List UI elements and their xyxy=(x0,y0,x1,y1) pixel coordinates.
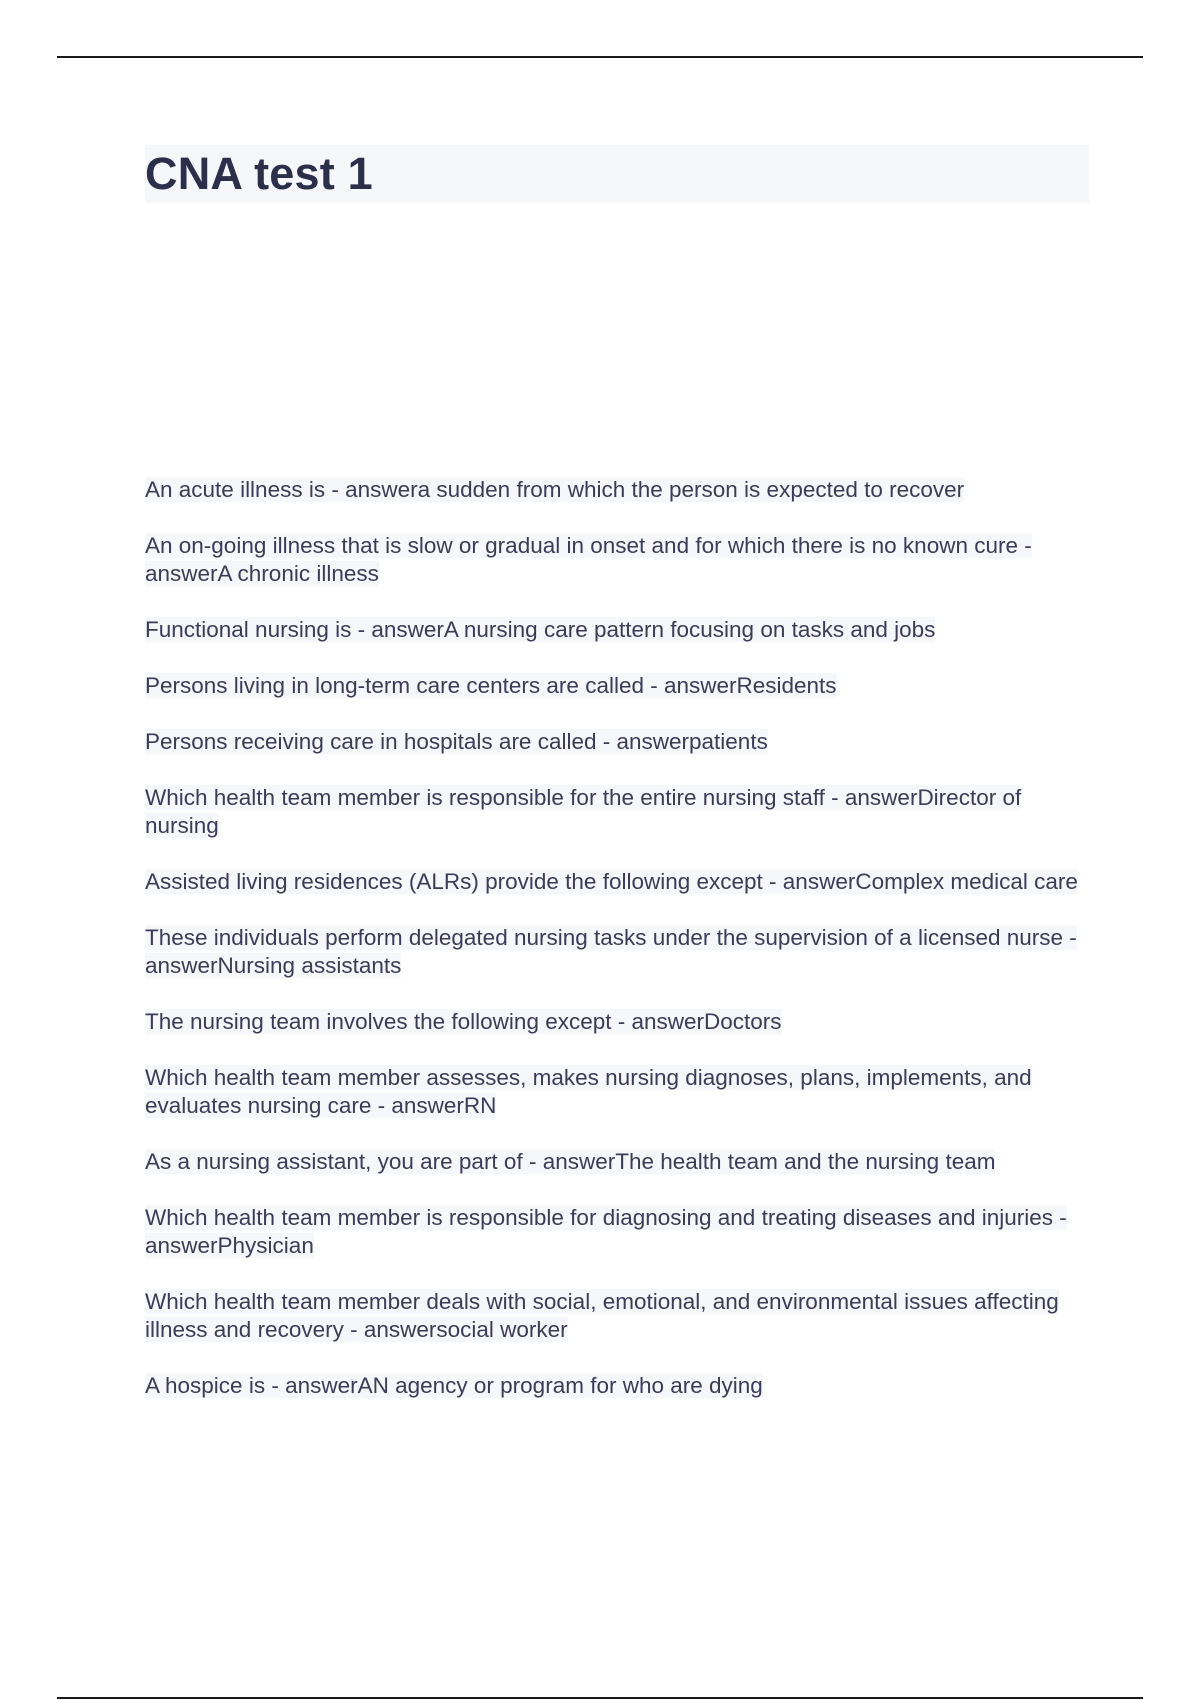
list-item xyxy=(145,616,1095,644)
list-item xyxy=(145,1288,1095,1344)
list-item xyxy=(145,924,1095,980)
list-item xyxy=(145,1204,1095,1260)
qa-text: As a nursing assistant, you are part of - answerThe health team and the nursing team xyxy=(145,1149,996,1174)
list-item xyxy=(145,1008,1095,1036)
list-item xyxy=(145,1148,1095,1176)
list-item xyxy=(145,476,1095,504)
list-item xyxy=(145,728,1095,756)
qa-text: Which health team member is responsible for diagnosing and treating diseases and injuries - answerPhysician xyxy=(145,1205,1067,1258)
qa-text: Persons living in long-term care centers are called - answerResidents xyxy=(145,673,837,698)
qa-text: The nursing team involves the following except - answerDoctors xyxy=(145,1009,782,1034)
question-answer-list xyxy=(145,476,1095,1400)
list-item xyxy=(145,868,1095,896)
qa-text: These individuals perform delegated nursing tasks under the supervision of a licensed nurse - answerNursing assistants xyxy=(145,925,1077,978)
qa-text: Functional nursing is - answerA nursing care pattern focusing on tasks and jobs xyxy=(145,617,936,642)
qa-text: Assisted living residences (ALRs) provide the following except - answerComplex medical care xyxy=(145,869,1078,894)
qa-text: Persons receiving care in hospitals are called - answerpatients xyxy=(145,729,768,754)
list-item xyxy=(145,672,1095,700)
qa-text: An acute illness is - answera sudden from which the person is expected to recover xyxy=(145,477,965,502)
list-item xyxy=(145,1064,1095,1120)
page-title: CNA test 1 xyxy=(145,148,373,199)
qa-text: Which health team member deals with social, emotional, and environmental issues affecting illness and recovery - answersocial worker xyxy=(145,1289,1059,1342)
qa-text: A hospice is - answerAN agency or program for who are dying xyxy=(145,1373,763,1398)
qa-text: An on-going illness that is slow or gradual in onset and for which there is no known cure - answerA chronic illness xyxy=(145,533,1032,586)
qa-text: Which health team member is responsible for the entire nursing staff - answerDirector of nursing xyxy=(145,785,1022,838)
list-item xyxy=(145,532,1095,588)
list-item xyxy=(145,1372,1095,1400)
qa-text: Which health team member assesses, makes nursing diagnoses, plans, implements, and evaluates nursing care - answerRN xyxy=(145,1065,1032,1118)
bottom-divider xyxy=(57,1697,1143,1699)
top-divider xyxy=(57,56,1143,58)
list-item xyxy=(145,784,1095,840)
